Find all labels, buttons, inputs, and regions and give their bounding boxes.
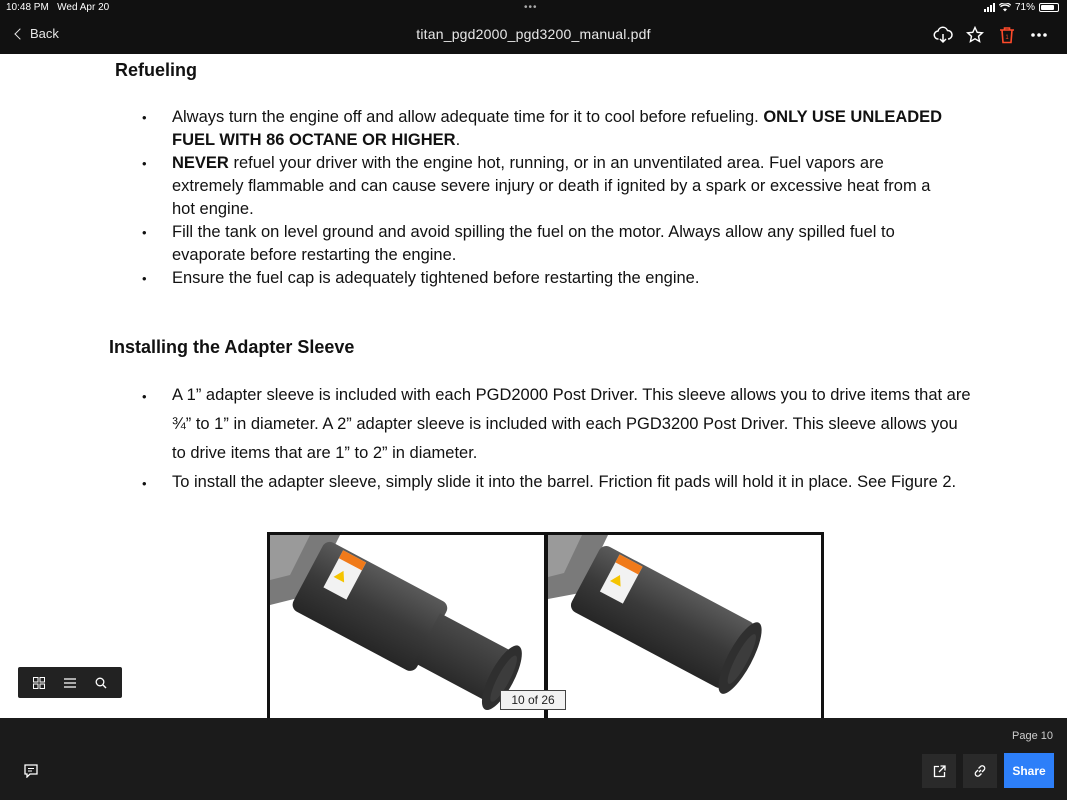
document-title: titan_pgd2000_pgd3200_manual.pdf <box>416 26 651 42</box>
open-external-icon <box>933 765 946 778</box>
cloud-download-icon[interactable] <box>933 25 953 45</box>
pdf-page[interactable] <box>0 54 1067 718</box>
list-item: • Always turn the engine off and allow adequate time for it to cool before refueling. ONLY USE UNLEADED FUEL WITH 86 OCTANE OR HIGHER. <box>172 106 952 152</box>
section-heading-adapter: Installing the Adapter Sleeve <box>109 337 355 357</box>
trash-icon[interactable] <box>997 25 1017 45</box>
more-icon[interactable] <box>1029 25 1049 45</box>
search-icon[interactable] <box>93 675 109 691</box>
copy-link-button[interactable] <box>963 754 997 788</box>
section-heading-refueling: Refueling <box>115 60 198 80</box>
bottom-bar <box>0 718 1067 800</box>
nav-actions <box>933 25 1049 45</box>
adapter-list <box>172 381 972 497</box>
post-driver-sleeve-installed-illustration <box>548 535 819 718</box>
grid-view-icon[interactable] <box>31 675 47 691</box>
nav-bar <box>0 16 1067 54</box>
comment-icon[interactable] <box>22 762 40 780</box>
view-toolbar <box>18 667 122 698</box>
back-label: Back <box>30 26 59 41</box>
battery-icon <box>1039 3 1059 12</box>
list-view-icon[interactable] <box>62 675 78 691</box>
list-item: • NEVER refuel your driver with the engine hot, running, or in an unventilated area. Fuel vapors are extremely flammable and can cause severe injury or death if ignited by a spark or excessive heat from a hot engine. <box>172 152 952 221</box>
page-label: Page 10 <box>1012 730 1053 742</box>
list-item: • To install the adapter sleeve, simply slide it into the barrel. Friction fit pads will hold it in place. See Figure 2. <box>172 468 972 497</box>
list-item: • Ensure the fuel cap is adequately tightened before restarting the engine. <box>172 267 952 290</box>
status-bar <box>0 0 1067 16</box>
page-counter: 10 of 26 <box>500 690 566 710</box>
wifi-icon <box>999 3 1011 12</box>
status-date: Wed Apr 20 <box>57 2 110 13</box>
signal-icon <box>984 3 995 12</box>
list-item: • A 1” adapter sleeve is included with each PGD2000 Post Driver. This sleeve allows you to drive items that are ¾” to 1” in diameter. A 2” adapter sleeve is included with each PGD3200 Post Driver. This sleeve allows you to drive items that are 1” to 2” in diameter. <box>172 381 972 468</box>
refueling-list <box>172 106 952 290</box>
star-icon[interactable] <box>965 25 985 45</box>
status-time: 10:48 PM Wed Apr 20 <box>6 2 110 13</box>
list-item: • Fill the tank on level ground and avoid spilling the fuel on the motor. Always allow any spilled fuel to evaporate before restarting the engine. <box>172 221 952 267</box>
link-icon <box>973 764 987 778</box>
open-external-button[interactable] <box>922 754 956 788</box>
battery-percent: 71% <box>1014 2 1035 13</box>
figure-panel-right <box>548 535 822 718</box>
multitask-dots[interactable]: ••• <box>524 2 538 13</box>
share-button[interactable]: Share <box>1004 753 1054 788</box>
svg-text:1: 1 <box>1005 35 1009 41</box>
status-indicators <box>984 2 1059 13</box>
